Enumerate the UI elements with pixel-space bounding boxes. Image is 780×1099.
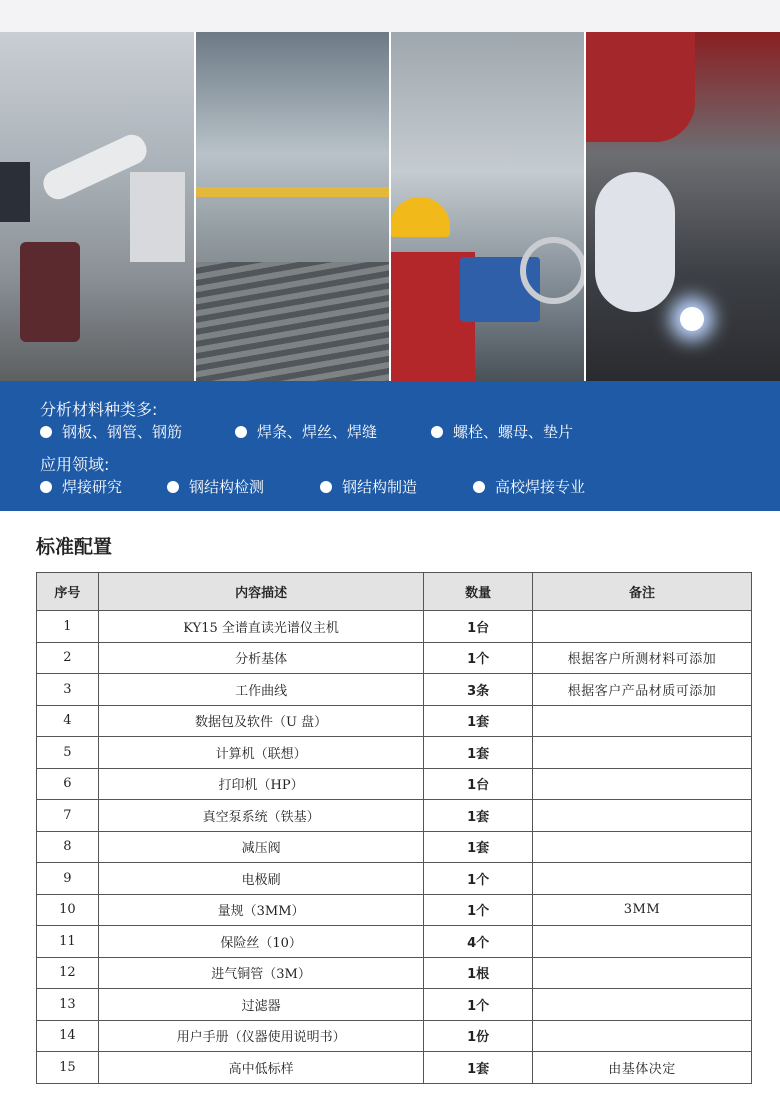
cell-quantity: 3条 (424, 674, 533, 706)
cell-remarks (532, 768, 751, 800)
materials-list (40, 421, 573, 442)
table-row (37, 1052, 752, 1084)
photo-divider (194, 32, 196, 381)
cell-description: 减压阀 (98, 831, 424, 863)
cell-quantity: 1套 (424, 1052, 533, 1084)
bullet-icon (235, 426, 247, 438)
list-item: 焊条、焊丝、焊缝 (235, 421, 431, 442)
cell-remarks (532, 926, 751, 958)
header-remarks: 备注 (532, 573, 751, 611)
bullet-icon (167, 481, 179, 493)
cell-remarks (532, 989, 751, 1021)
cell-quantity: 1套 (424, 800, 533, 832)
cell-description: 过滤器 (98, 989, 424, 1021)
materials-heading: 分析材料种类多: (40, 400, 158, 419)
cell-description: 保险丝（10） (98, 926, 424, 958)
top-strip (0, 0, 780, 32)
cell-description: 电极刷 (98, 863, 424, 895)
cell-description: 计算机（联想） (98, 737, 424, 769)
table-row (37, 957, 752, 989)
cell-description: 用户手册（仪器使用说明书） (98, 1020, 424, 1052)
table-row (37, 863, 752, 895)
cell-remarks (532, 863, 751, 895)
cell-quantity: 1个 (424, 894, 533, 926)
table-body (37, 611, 752, 1084)
list-item: 钢结构制造 (320, 476, 473, 497)
bullet-icon (320, 481, 332, 493)
cell-number: 15 (37, 1052, 99, 1084)
cell-number: 9 (37, 863, 99, 895)
cell-quantity: 1个 (424, 863, 533, 895)
table-row (37, 737, 752, 769)
cell-quantity: 1根 (424, 957, 533, 989)
bullet-icon (473, 481, 485, 493)
cell-description: 高中低标样 (98, 1052, 424, 1084)
bullet-icon (431, 426, 443, 438)
table-row (37, 800, 752, 832)
cell-quantity: 1台 (424, 768, 533, 800)
list-item: 螺栓、螺母、垫片 (431, 421, 573, 442)
cell-description: 工作曲线 (98, 674, 424, 706)
cell-quantity: 1套 (424, 831, 533, 863)
robot-welding-photo (0, 32, 195, 381)
photo-divider (584, 32, 586, 381)
welding-sparks-photo (585, 32, 780, 381)
cell-remarks: 根据客户产品材质可添加 (532, 674, 751, 706)
bullet-icon (40, 426, 52, 438)
list-item: 高校焊接专业 (473, 476, 585, 497)
cell-number: 4 (37, 705, 99, 737)
table-row (37, 989, 752, 1021)
table-row (37, 831, 752, 863)
cell-description: KY15 全谱直读光谱仪主机 (98, 611, 424, 643)
cell-remarks: 根据客户所测材料可添加 (532, 642, 751, 674)
table-row (37, 926, 752, 958)
cell-number: 7 (37, 800, 99, 832)
cell-number: 1 (37, 611, 99, 643)
cell-number: 14 (37, 1020, 99, 1052)
cell-remarks (532, 705, 751, 737)
table-row (37, 705, 752, 737)
cell-remarks (532, 831, 751, 863)
steel-warehouse-photo (195, 32, 390, 381)
header-description: 内容描述 (98, 573, 424, 611)
cell-description: 数据包及软件（U 盘） (98, 705, 424, 737)
cell-number: 6 (37, 768, 99, 800)
cell-number: 12 (37, 957, 99, 989)
standard-config-table (36, 572, 752, 1084)
cell-quantity: 1套 (424, 705, 533, 737)
cell-quantity: 1份 (424, 1020, 533, 1052)
applications-list (40, 476, 585, 497)
feature-banner (0, 381, 780, 511)
cell-number: 10 (37, 894, 99, 926)
cell-quantity: 1个 (424, 989, 533, 1021)
section-title: 标准配置 (36, 536, 113, 558)
table-row (37, 611, 752, 643)
photo-divider (389, 32, 391, 381)
cell-number: 3 (37, 674, 99, 706)
table-row (37, 674, 752, 706)
cell-quantity: 1台 (424, 611, 533, 643)
applications-heading: 应用领域: (40, 455, 110, 474)
table-row (37, 894, 752, 926)
cell-quantity: 4个 (424, 926, 533, 958)
table-row (37, 642, 752, 674)
cell-description: 打印机（HP） (98, 768, 424, 800)
cell-number: 11 (37, 926, 99, 958)
cell-number: 8 (37, 831, 99, 863)
worker-inspection-photo (390, 32, 585, 381)
table-row (37, 768, 752, 800)
list-item: 钢板、钢管、钢筋 (40, 421, 235, 442)
table-header-row (37, 573, 752, 611)
cell-number: 5 (37, 737, 99, 769)
cell-description: 量规（3MM） (98, 894, 424, 926)
cell-remarks (532, 800, 751, 832)
cell-quantity: 1个 (424, 642, 533, 674)
cell-remarks (532, 957, 751, 989)
bullet-icon (40, 481, 52, 493)
cell-remarks (532, 1020, 751, 1052)
cell-description: 分析基体 (98, 642, 424, 674)
cell-quantity: 1套 (424, 737, 533, 769)
list-item: 焊接研究 (40, 476, 167, 497)
cell-description: 真空泵系统（铁基） (98, 800, 424, 832)
cell-description: 进气铜管（3M） (98, 957, 424, 989)
photo-row (0, 32, 780, 381)
list-item: 钢结构检测 (167, 476, 320, 497)
cell-number: 2 (37, 642, 99, 674)
cell-remarks: 3MM (532, 894, 751, 926)
header-quantity: 数量 (424, 573, 533, 611)
header-number: 序号 (37, 573, 99, 611)
cell-remarks: 由基体决定 (532, 1052, 751, 1084)
cell-remarks (532, 737, 751, 769)
cell-number: 13 (37, 989, 99, 1021)
cell-remarks (532, 611, 751, 643)
table-row (37, 1020, 752, 1052)
